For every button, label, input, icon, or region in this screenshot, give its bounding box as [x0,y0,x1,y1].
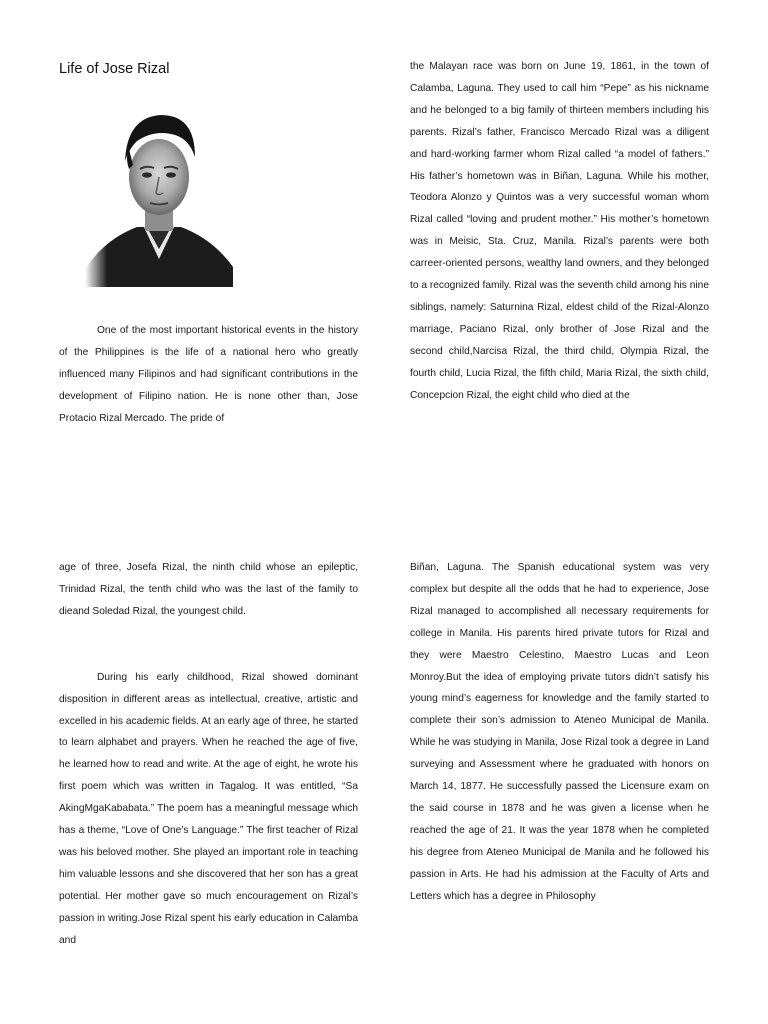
column-2 [410,56,709,407]
intro-paragraph: One of the most important historical events in the history of the Philippines is the life of a national hero who greatly influenced many Filipinos and had significant contributions in the development of Filipino nation. He is none other than, Jose Protacio Rizal Mercado. The pride of [59,325,358,424]
family-paragraph: the Malayan race was born on June 19, 1861, in the town of Calamba, Laguna. They used to call him “Pepe” as his nickname and he belonged to a big family of thirteen members including his parents. Rizal’s father, Francisco Mercado Rizal was a diligent and hard-working farmer whom Rizal called “a model of fathers.” His father’s hometown was in Biñan, Laguna. While his mother, Teodora Alonzo y Quintos was a very successful woman whom Rizal called “loving and prudent mother.” His mother’s hometown was in Meisic, Sta. Cruz, Manila. Rizal’s parents were both carreer-oriented persons, wealthy land owners, and they belonged to a recognized family. Rizal was the seventh child among his nine siblings, namely: Saturnina Rizal, eldest child of the Rizal-Alonzo marriage, Paciano Rizal, only brother of Jose Rizal and the second child,Narcisa Rizal, the third child, Olympia Rizal, the fourth child, Lucia Rizal, the fifth child, Maria Rizal, the sixth child, Concepcion Rizal, the eight child who died at the [410,61,710,401]
education-paragraph: Biñan, Laguna. The Spanish educational system was very complex but despite all the odds that he had to experience, Jose Rizal managed to accomplished all necessary requirements for college in Manila. His parents hired private tutors for Rizal and they were Maestro Celestino, Maestro Lucas and Leon Monroy.But the idea of employing private tutors didn’t satisfy his young mind’s eagerness for knowledge and the family started to complete their son’s admission to Ateneo Municipal de Manila. While he was studying in Manila, Jose Rizal took a degree in Land surveying and Assessment where he graduated with honors on March 14, 1877. He successfully passed the Licensure exam on the said course in 1878 and he was given a license when he reached the age of 21. It was the year 1878 when he completed his degree from Ateneo Municipal de Manila and he followed his passion in Arts. He had his admission at the Faculty of Arts and Letters which has a degree in Philosophy [410,562,709,902]
siblings-paragraph: age of three, Josefa Rizal, the ninth child whose an epileptic, Trinidad Rizal, the tenth child who was the last of the family to dieand Soledad Rizal, the youngest child. [59,562,358,617]
page-title: Life of Jose Rizal [59,61,170,77]
portrait-icon [85,99,233,287]
portrait-image [85,99,233,287]
childhood-paragraph: During his early childhood, Rizal showed dominant disposition in different areas as intellectual, creative, artistic and excelled in his academic fields. At an early age of three, he started to learn alphabet and prayers. When he reached the age of five, he learned how to read and write. At the age of eight, he wrote his first poem which was written in Tagalog. It was entitled, “Sa AkingMgaKababata.” The poem has a meaningful message which has a theme, “Love of One’s Language.” The first teacher of Rizal was his beloved mother. She played an important role in teaching him valuable lessons and she discovered that her son has a great potential. Her mother gave so much encouragement on Rizal’s passion in writing.Jose Rizal spent his early education in Calamba and [59,671,359,946]
column-4 [410,557,709,908]
column-1 [59,320,358,430]
column-3 [59,557,358,952]
